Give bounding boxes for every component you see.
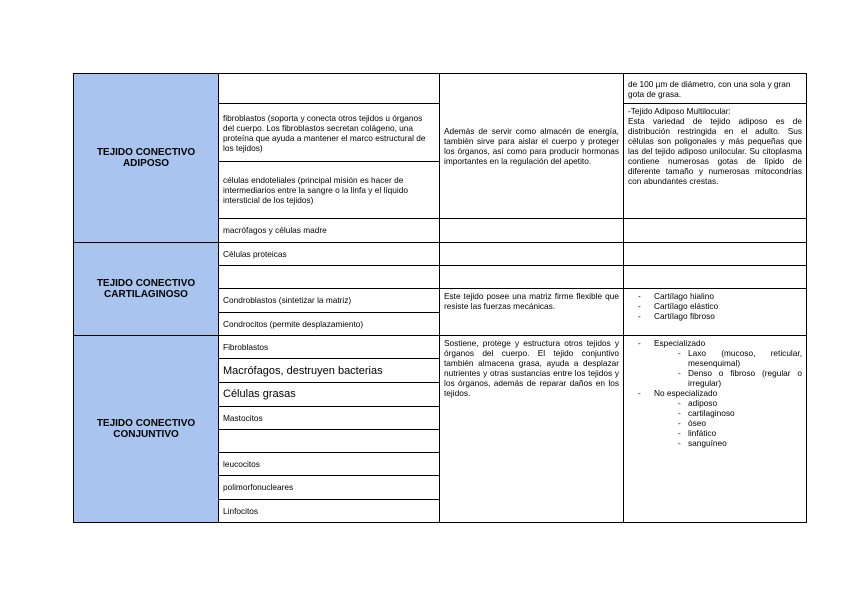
cell-cartilaginoso-2: [219, 265, 440, 288]
cell-conjuntivo-8: Linfocitos: [219, 499, 440, 522]
cell-conjuntivo-5: [219, 430, 440, 452]
connective-tissue-table: [73, 73, 807, 523]
type-cartilaginoso-empty-1: [624, 242, 807, 265]
cell-conjuntivo-4: Mastocitos: [219, 407, 440, 430]
cell-conjuntivo-7: polimorfonucleares: [219, 476, 440, 499]
types-conjuntivo-list: [628, 338, 802, 448]
list-item: [628, 338, 802, 388]
list-item: - Cartílago elástico: [628, 301, 802, 311]
cell-adiposo-2: fibroblastos (soporta y conecta otros tejidos u órganos del cuerpo. Los fibroblastos secretan colágeno, una proteína que ayuda a mantener el marco estructural de los tejidos): [219, 104, 440, 162]
types-conjuntivo: [624, 336, 807, 523]
cell-adiposo-1: [219, 74, 440, 104]
cell-cartilaginoso-1: Células proteicas: [219, 242, 440, 265]
list-item: - Cartílago hialino: [628, 291, 802, 301]
cell-adiposo-3: células endoteliales (principal misión es hacer de intermediarios entre la sangre o la linfa y el líquido intersticial de los tejidos): [219, 162, 440, 219]
function-cartilaginoso-empty-2: [440, 265, 624, 288]
type-adiposo-empty: [624, 219, 807, 242]
type-cartilaginoso-empty-2: [624, 265, 807, 288]
type-adiposo-body: Esta variedad de tejido adiposo es de distribución restringida en el adulto. Sus células son poligonales y más pequeñas que las del tejido adiposo unilocular. Su citoplasma contiene numerosas gotas de lípido de diferente tamaño y numerosas mitocondrias con abundantes crestas.: [628, 116, 802, 187]
cell-conjuntivo-3: Células grasas: [219, 382, 440, 406]
especializado-list: [654, 348, 802, 388]
list-item: - cartilaginoso: [654, 408, 802, 418]
type-especializado: Especializado: [654, 338, 706, 349]
list-item: [628, 388, 802, 448]
cell-adiposo-4: macrófagos y células madre: [219, 219, 440, 242]
function-cartilaginoso: Este tejido posee una matriz firme flexible que resiste las fuerzas mecánicas.: [440, 289, 624, 336]
types-cartilaginoso-list: [628, 291, 802, 321]
function-adiposo-empty: [440, 219, 624, 242]
tissue-name-adiposo: TEJIDO CONECTIVO ADIPOSO: [74, 74, 219, 243]
list-item: - óseo: [654, 418, 802, 428]
type-no-especializado: No especializado: [654, 388, 718, 399]
type-adiposo-main: [624, 104, 807, 219]
tissue-name-conjuntivo: TEJIDO CONECTIVO CONJUNTIVO: [74, 336, 219, 523]
function-conjuntivo: Sostiene, protege y estructura otros tejidos y órganos del cuerpo. El tejido conjuntivo también almacena grasa, ayuda a desplazar nutrientes y otras sustancias entre los tejidos y los órganos, además de reparar daños en los tejidos.: [440, 336, 624, 523]
function-adiposo: Además de servir como almacén de energía, también sirve para aislar el cuerpo y proteger los órganos, así como para producir hormonas importantes en la regulación del apetito.: [440, 74, 624, 219]
type-adiposo-top: de 100 µm de diámetro, con una sola y gran gota de grasa.: [624, 74, 807, 104]
type-adiposo-title: -Tejido Adiposo Multilocular:: [628, 106, 731, 117]
list-item: - Denso o fibroso (regular o irregular): [654, 368, 802, 388]
list-item: - linfático: [654, 428, 802, 438]
types-cartilaginoso: [624, 289, 807, 336]
tissue-name-cartilaginoso: TEJIDO CONECTIVO CARTILAGINOSO: [74, 242, 219, 335]
list-item: - adiposo: [654, 398, 802, 408]
cell-cartilaginoso-3: Condroblastos (sintetizar la matriz): [219, 289, 440, 312]
list-item: - Laxo (mucoso, reticular, mesenquimal): [654, 348, 802, 368]
cell-cartilaginoso-4: Condrocitos (permite desplazamiento): [219, 312, 440, 335]
no-especializado-list: [654, 398, 802, 448]
cell-conjuntivo-1: Fibroblastos: [219, 336, 440, 359]
cell-conjuntivo-2: Macrófagos, destruyen bacterias: [219, 359, 440, 382]
list-item: - sanguíneo: [654, 438, 802, 448]
function-cartilaginoso-empty-1: [440, 242, 624, 265]
cell-conjuntivo-6: leucocitos: [219, 452, 440, 475]
list-item: - Cartílago fibroso: [628, 311, 802, 321]
